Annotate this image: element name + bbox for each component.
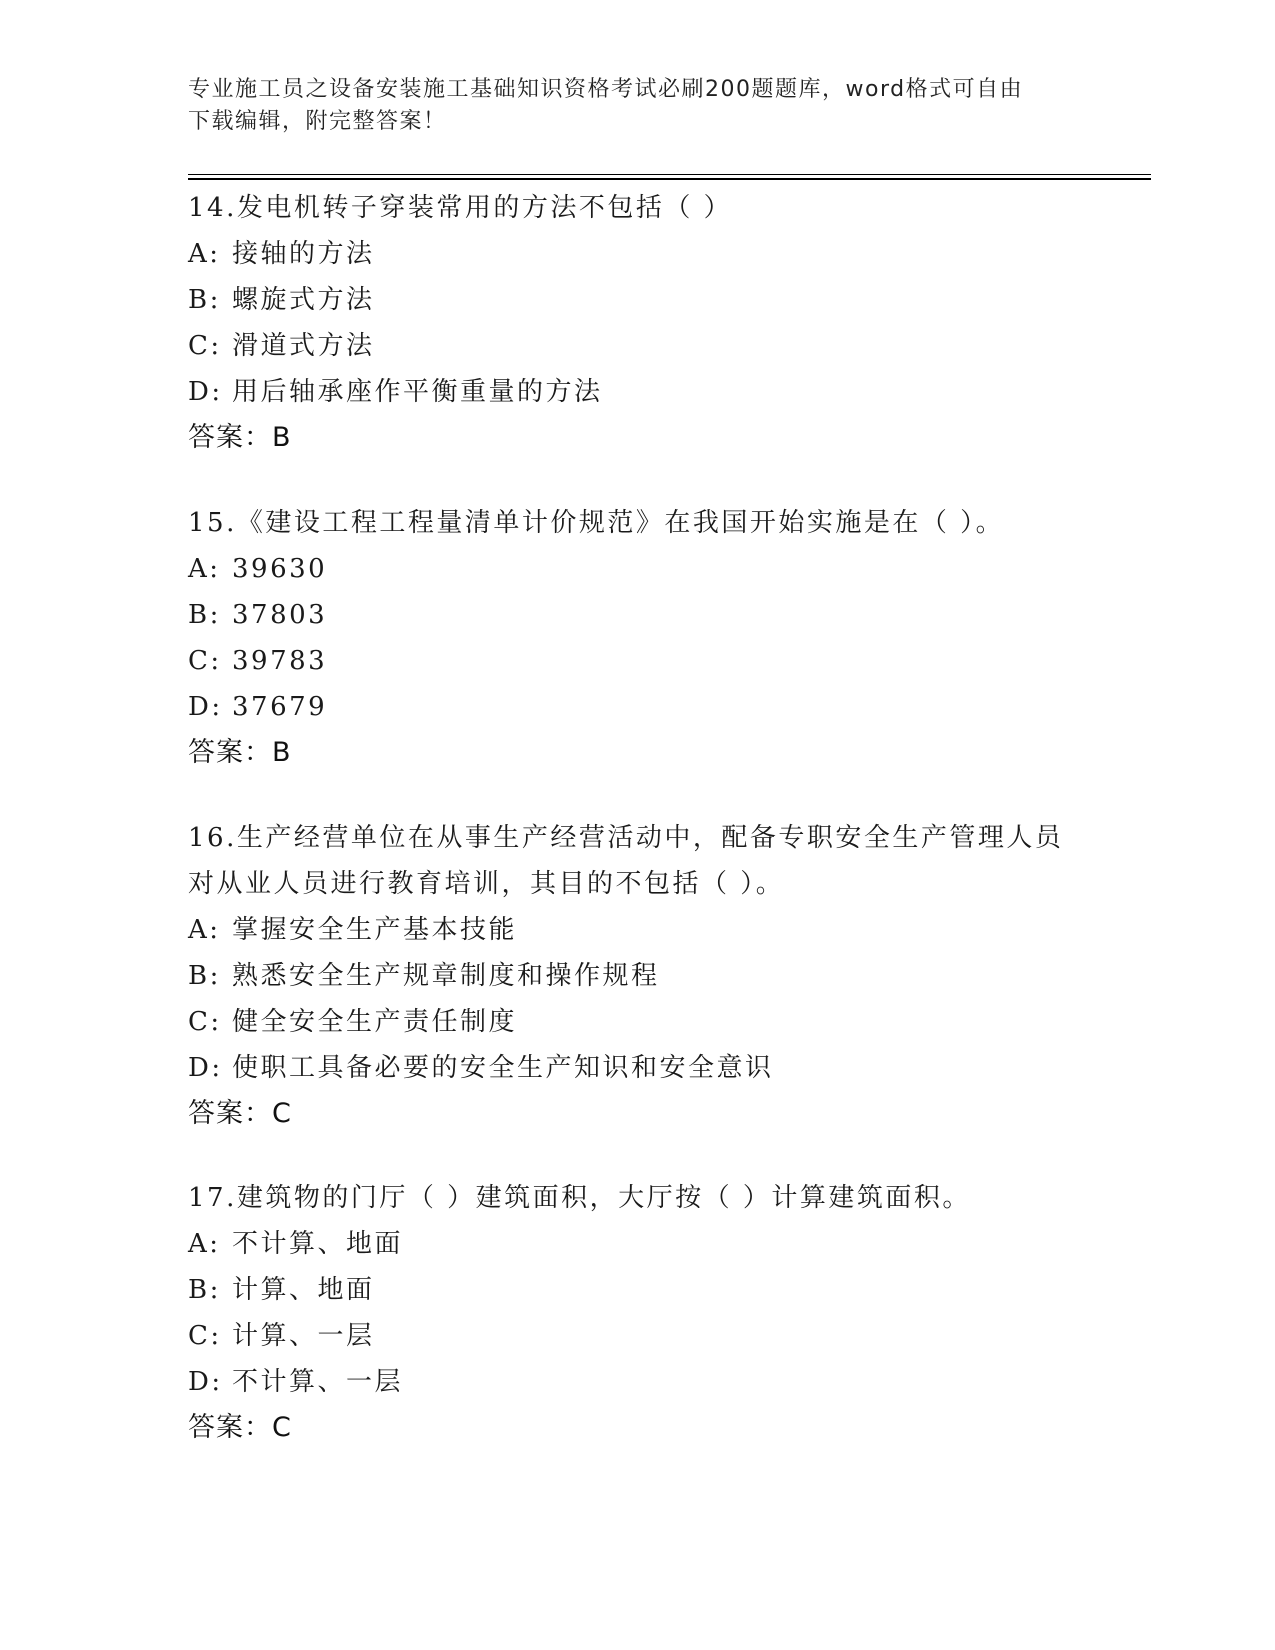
option-text: 健全安全生产责任制度 xyxy=(232,1007,518,1037)
option-d xyxy=(188,369,1138,415)
option-letter: B: xyxy=(188,600,221,630)
option-letter: B: xyxy=(188,285,221,315)
option-text: 滑道式方法 xyxy=(232,331,375,361)
option-d xyxy=(188,1045,1138,1091)
header-divider-thick xyxy=(188,178,1151,180)
option-letter: B: xyxy=(188,1275,221,1305)
question-16 xyxy=(188,815,1138,1137)
option-c xyxy=(188,638,1138,684)
option-b xyxy=(188,277,1138,323)
option-c xyxy=(188,323,1138,369)
option-text: 计算、一层 xyxy=(232,1321,375,1351)
question-stem-line-2: 对从业人员进行教育培训，其目的不包括（ ）。 xyxy=(188,869,785,899)
option-letter: B: xyxy=(188,961,221,991)
option-a xyxy=(188,231,1138,277)
option-text: 接轴的方法 xyxy=(232,239,375,269)
option-text: 39783 xyxy=(232,646,328,676)
option-d xyxy=(188,684,1138,730)
option-c xyxy=(188,999,1138,1045)
header-divider-thin xyxy=(188,174,1151,175)
option-b xyxy=(188,592,1138,638)
option-letter: A: xyxy=(188,915,221,945)
header-line-2: 下载编辑，附完整答案！ xyxy=(188,109,447,134)
option-letter: D: xyxy=(188,1053,223,1083)
option-a xyxy=(188,546,1138,592)
question-15 xyxy=(188,500,1138,776)
option-letter: D: xyxy=(188,1367,223,1397)
document-header xyxy=(188,74,1088,138)
option-text: 计算、地面 xyxy=(232,1275,375,1305)
option-c xyxy=(188,1313,1138,1359)
option-letter: C: xyxy=(188,1321,222,1351)
option-text: 不计算、地面 xyxy=(232,1229,404,1259)
question-stem: 14.发电机转子穿装常用的方法不包括（ ） xyxy=(188,193,733,223)
option-letter: A: xyxy=(188,1229,221,1259)
question-17 xyxy=(188,1175,1138,1451)
option-b xyxy=(188,953,1138,999)
option-a xyxy=(188,907,1138,953)
option-text: 39630 xyxy=(232,554,328,584)
question-stem: 15.《建设工程工程量清单计价规范》在我国开始实施是在（ ）。 xyxy=(188,508,1005,538)
option-letter: A: xyxy=(188,554,221,584)
answer: 答案：B xyxy=(188,737,292,768)
option-text: 不计算、一层 xyxy=(232,1367,404,1397)
option-text: 37679 xyxy=(232,692,328,722)
option-a xyxy=(188,1221,1138,1267)
option-letter: A: xyxy=(188,239,221,269)
header-line-1: 专业施工员之设备安装施工基础知识资格考试必刷200题题库，word格式可自由 xyxy=(188,77,1024,102)
option-text: 37803 xyxy=(232,600,328,630)
option-text: 用后轴承座作平衡重量的方法 xyxy=(232,377,603,407)
answer: 答案：B xyxy=(188,422,292,453)
option-text: 熟悉安全生产规章制度和操作规程 xyxy=(232,961,660,991)
question-stem: 17.建筑物的门厅（ ）建筑面积，大厅按（ ）计算建筑面积。 xyxy=(188,1183,971,1213)
option-letter: D: xyxy=(188,692,223,722)
option-letter: C: xyxy=(188,1007,222,1037)
answer: 答案：C xyxy=(188,1412,292,1443)
option-d xyxy=(188,1359,1138,1405)
question-14 xyxy=(188,185,1138,461)
option-b xyxy=(188,1267,1138,1313)
option-letter: D: xyxy=(188,377,223,407)
option-letter: C: xyxy=(188,331,222,361)
option-text: 掌握安全生产基本技能 xyxy=(232,915,518,945)
option-text: 螺旋式方法 xyxy=(232,285,375,315)
option-text: 使职工具备必要的安全生产知识和安全意识 xyxy=(232,1053,774,1083)
question-stem-line-1: 16.生产经营单位在从事生产经营活动中，配备专职安全生产管理人员 xyxy=(188,823,1064,853)
option-letter: C: xyxy=(188,646,222,676)
answer: 答案：C xyxy=(188,1098,292,1129)
